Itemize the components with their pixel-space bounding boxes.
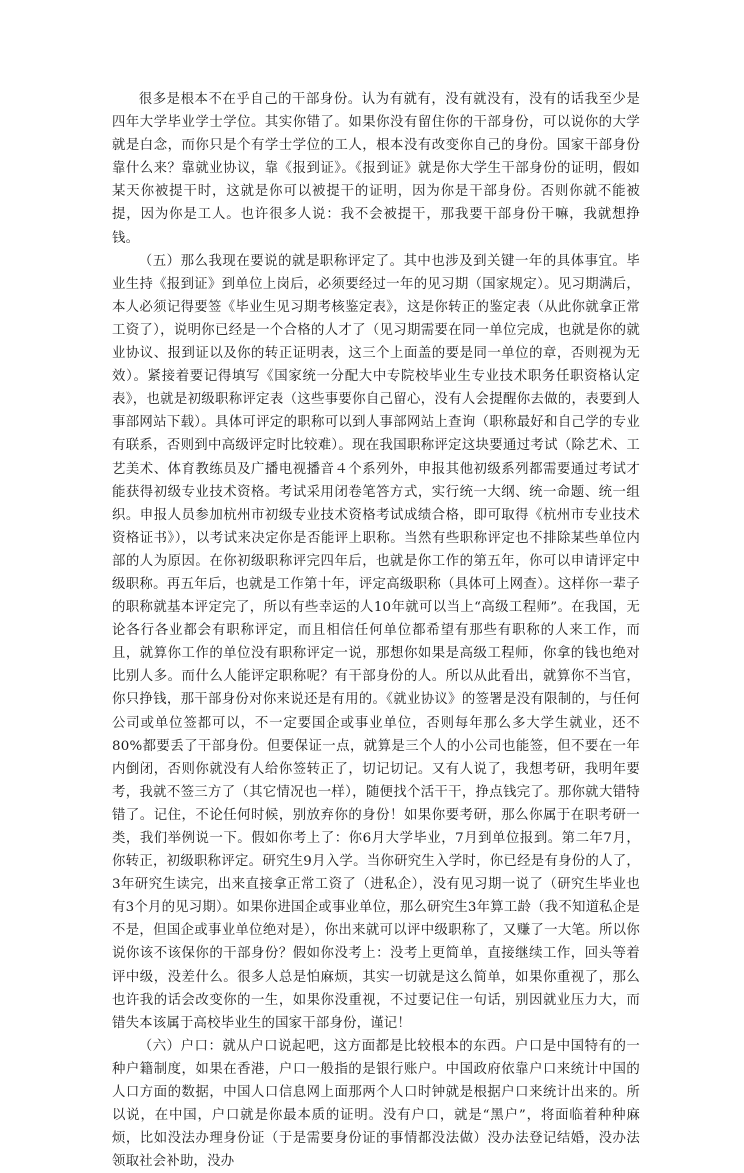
paragraph-professional-title: （五）那么我现在要说的就是职称评定了。其中也涉及到关键一年的具体事宜。毕业生持《报到证》到单位上岗后，必须要经过一年的见习期（国家规定）。见习期满后，本人必须记得要签《毕业生见习期考核鉴定表》，这是你转正的鉴定表（从此你就拿正常工资了），说明你已经是一个合格的人才了（见习期需要在同一单位完成，也就是你的就业协议、报到证以及你的转正证明表，这三个上面盖的要是同一单位的章，否则视为无效）。紧接着要记得填写《国家统一分配大中专院校毕业生专业技术职务任职资格认定表》，也就是初级职称评定表（这些事要你自己留心，没有人会提醒你去做的，表要到人事部网站下载）。具体可评定的职称可以到人事部网站上查询（职称最好和自己学的专业有联系，否则到中高级评定时比较难）。现在我国职称评定这块要通过考试（除艺术、工艺美术、体育教练员及广播电视播音４个系列外，申报其他初级系列都需要通过考试才能获得初级专业技术资格。考试采用闭卷笔答方式，实行统一大纲、统一命题、统一组织。申报人员参加杭州市初级专业技术资格考试成绩合格，即可取得《杭州市专业技术资格证书》），以考试来决定你是否能评上职称。当然有些职称评定也不排除某些单位内部的人为原因。在你初级职称评完四年后，也就是你工作的第五年，你可以申请评定中级职称。再五年后，也就是工作第十年，评定高级职称（具体可上网查）。这样你一辈子的职称就基本评定完了，所以有些幸运的人10年就可以当上“高级工程师”。在我国，无论各行各业都会有职称评定，而且相信任何单位都希望有那些有职称的人来工作，而且，就算你工作的单位没有职称评定一说，那想你如果是高级工程师，你拿的钱也绝对比别人多。而什么人能评定职称呢？有干部身份的人。所以从此看出，就算你不当官，你只挣钱，那干部身份对你来说还是有用的。《就业协议》的签署是没有限制的，与任何公司或单位签都可以，不一定要国企或事业单位，否则每年那么多大学生就业，还不80%都要丢了干部身份。但要保证一点，就算是三个人的小公司也能签，但不要在一年内倒闭，否则你就没有人给你签转正了，切记切记。又有人说了，我想考研，我明年要考，我就不签三方了（其它情况也一样），随便找个活干干，挣点钱完了。那你就大错特错了。记住，不论任何时候，别放弃你的身份！如果你要考研，那么你属于在职考研一类，我们举例说一下。假如你考上了：你6月大学毕业，7月到单位报到。第二年7月，你转正，初级职称评定。研究生9月入学。当你研究生入学时，你已经是有身份的人了，3年研究生读完，出来直接拿正常工资了（进私企），没有见习期一说了（研究生毕业也有3个月的见习期）。如果你进国企或事业单位，那么研究生3年算工龄（我不知道私企是不是，但国企或事业单位绝对是），你出来就可以评中级职称了，又赚了一大笔。所以你说你该不该保你的干部身份？假如你没考上：没考上更简单，直接继续工作，回头等着评中级，没差什么。很多人总是怕麻烦，其实一切就是这么简单，如果你重视了，那么也许我的话会改变你的一生，如果你没重视，不过要记住一句话，别因就业压力大，而错失本该属于高校毕业生的国家干部身份，谨记！: [112, 253, 640, 1031]
paragraph-hukou: （六）户口：就从户口说起吧，这方面都是比较根本的东西。户口是中国特有的一种户籍制度，如果在香港，户口一般指的是银行账户。中国政府依靠户口来统计中国的人口方面的数据，中国人口信息网上面那两个人口时钟就是根据户口来统计出来的。所以说，在中国，户口就是你最本质的证明。没有户口，就是“黑户”，将面临着种种麻烦，比如没法办理身份证（于是需要身份证的事情都没法做）没办法登记结婚，没办法领取社会补助，没办: [112, 1038, 640, 1170]
document-page: [112, 88, 640, 1173]
paragraph-cadre-identity: 很多是根本不在乎自己的干部身份。认为有就有，没有就没有，没有的话我至少是四年大学毕业学士学位。其实你错了。如果你没有留住你的干部身份，可以说你的大学就是白念，而你只是个有学士学位的工人，根本没有改变你自己的身份。国家干部身份靠什么来？靠就业协议，靠《报到证》。《报到证》就是你大学生干部身份的证明，假如某天你被提干时，这就是你可以被提干的证明，因为你是干部身份。否则你就不能被提，因为你是工人。也许很多人说：我不会被提干，那我要干部身份干嘛，我就想挣钱。: [112, 92, 640, 246]
